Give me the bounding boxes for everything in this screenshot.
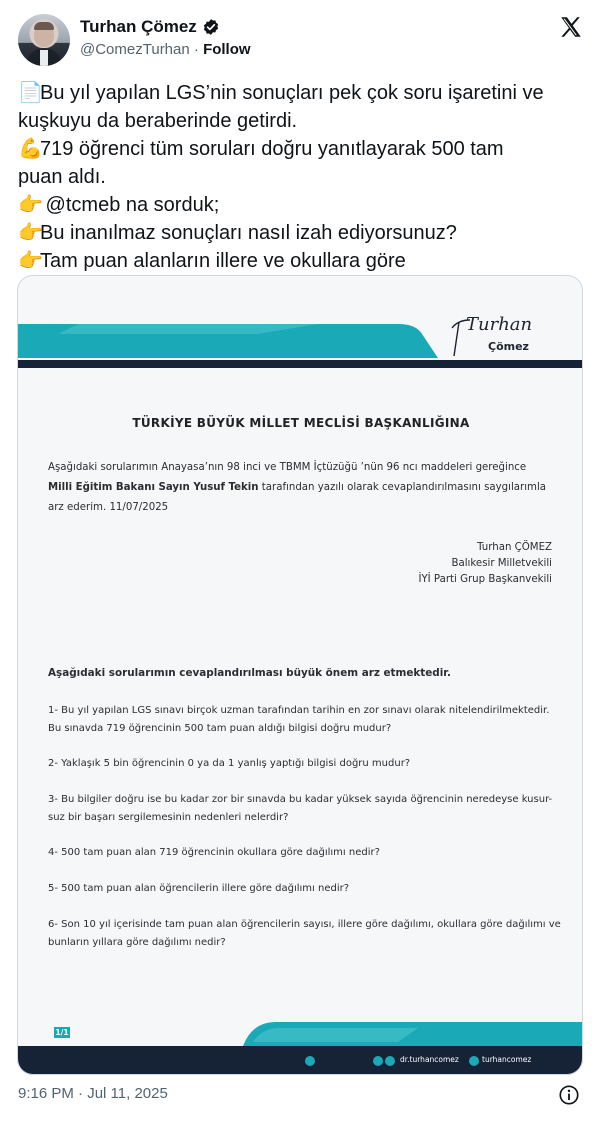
handle-row [80, 41, 251, 58]
tweet-text [18, 79, 584, 275]
tweet-line-text: Bu yıl yapılan LGS’nin sonuçları pek çok soru işaretini ve [40, 82, 544, 104]
tweet-line [18, 191, 584, 219]
question-item [48, 702, 568, 738]
footer-twitter-icon [469, 1056, 479, 1066]
tweet-line-text: Tam puan alanların illere ve okullara göre [40, 250, 406, 272]
tweet-line [18, 79, 584, 107]
avatar-hair [34, 22, 54, 30]
emoji-icon: 📄 [18, 82, 43, 104]
display-name[interactable]: Turhan Çömez [80, 17, 197, 36]
question-item [48, 755, 568, 773]
emoji-icon: 💪 [18, 138, 43, 160]
attached-document-image[interactable] [17, 275, 583, 1075]
handle-separator: · [193, 41, 199, 58]
tweet-line [18, 163, 584, 191]
document-logo [454, 312, 564, 360]
signature-line: İYİ Parti Grup Başkanvekili [418, 574, 552, 585]
tweet-line [18, 219, 584, 247]
intro-line-2 [48, 478, 568, 498]
avatar-shirt [40, 50, 48, 66]
emoji-icon: 👉 [18, 194, 43, 216]
intro-line-3: arz ederim. 11/07/2025 [48, 502, 169, 513]
question-line: 4- 500 tam puan alan 719 öğrencinin okullara göre dağılımı nedir? [48, 847, 380, 858]
footer-instagram-icon [373, 1056, 383, 1066]
avatar[interactable] [18, 14, 70, 66]
tweet-line-text: Bu inanılmaz sonuçları nasıl izah ediyorsunuz? [40, 222, 457, 244]
tweet-line-text: kuşkuyu da beraberinde getirdi. [18, 110, 298, 132]
tweet-line-text: @tcmeb na sorduk; [40, 194, 220, 216]
signature-line: Turhan ÇÖMEZ [477, 542, 552, 553]
emoji-icon: 👉 [18, 222, 43, 244]
verified-badge-icon [202, 18, 220, 36]
signature-block [418, 540, 552, 588]
question-item [48, 880, 568, 898]
question-line: 5- 500 tam puan alan öğrencilerin illere göre dağılımı nedir? [48, 883, 350, 894]
question-line: 3- Bu bilgiler doğru ise bu kadar zor bir sınavda bu kadar yüksek sayıda öğrencinin neredeyse kusur- [48, 794, 553, 805]
timestamp[interactable]: 9:16 PM · Jul 11, 2025 [18, 1085, 168, 1102]
footer-facebook-icon [385, 1056, 395, 1066]
tweet-line [18, 107, 584, 135]
logo-name: Çömez [488, 340, 529, 353]
intro-line-2-rest: tarafından yazılı olarak cevaplandırılmasını saygılarımla [258, 482, 547, 493]
page-number: 1/1 [55, 1028, 69, 1037]
tweet-line [18, 247, 584, 275]
name-row [80, 17, 220, 37]
signature-line: Balıkesir Milletvekili [451, 558, 552, 569]
x-logo-icon[interactable] [558, 14, 584, 40]
tweet-line [18, 135, 584, 163]
question-item [48, 791, 568, 827]
footer-x-icon [305, 1056, 315, 1066]
question-line: Bu sınavda 719 öğrencinin 500 tam puan aldığı bilgisi doğru mudur? [48, 723, 392, 734]
intro-line-1: Aşağıdaki sorularımın Anayasa’nın 98 inci ve TBMM İçtüzüğü ’nün 96 ncı maddeleri gereğince [48, 462, 527, 473]
question-line: bunların yıllara göre dağılımı nedir? [48, 937, 226, 948]
question-line: suz bir başarı sergilemesinin nedenleri nelerdir? [48, 812, 289, 823]
follow-button[interactable]: Follow [203, 41, 251, 58]
logo-script: Turhan [466, 314, 533, 335]
question-line: 6- Son 10 yıl içerisinde tam puan alan öğrencilerin sayısı, illere göre dağılımı, okullara göre dağılımı ve [48, 919, 561, 930]
question-line: 2- Yaklaşık 5 bin öğrencinin 0 ya da 1 yanlış yaptığı bilgisi doğru mudur? [48, 758, 411, 769]
header-navy-band [18, 360, 583, 368]
emoji-icon: 👉 [18, 250, 43, 272]
minister-name: Milli Eğitim Bakanı Sayın Yusuf Tekin [48, 482, 259, 493]
footer-teal-highlight [253, 1028, 418, 1042]
question-item [48, 844, 568, 862]
question-item [48, 916, 568, 952]
handle[interactable]: @ComezTurhan [80, 41, 190, 58]
info-icon[interactable] [558, 1084, 580, 1106]
document-intro-paragraph [48, 458, 568, 518]
document-title: TÜRKİYE BÜYÜK MİLLET MECLİSİ BAŞKANLIĞINA [132, 416, 470, 430]
tweet-line-text: puan aldı. [18, 166, 106, 188]
tweet-line-text: 719 öğrenci tüm soruları doğru yanıtlayarak 500 tam [40, 138, 504, 160]
question-line: 1- Bu yıl yapılan LGS sınavı birçok uzman tarafından tarihin en zor sınavı olarak nitelendirilmektedir. [48, 705, 550, 716]
footer-handle-1: dr.turhancomez [400, 1055, 459, 1064]
tweet-header [18, 12, 584, 68]
footer-handle-2: turhancomez [482, 1055, 532, 1064]
questions-intro: Aşağıdaki sorularımın cevaplandırılması büyük önem arz etmektedir. [48, 667, 451, 679]
